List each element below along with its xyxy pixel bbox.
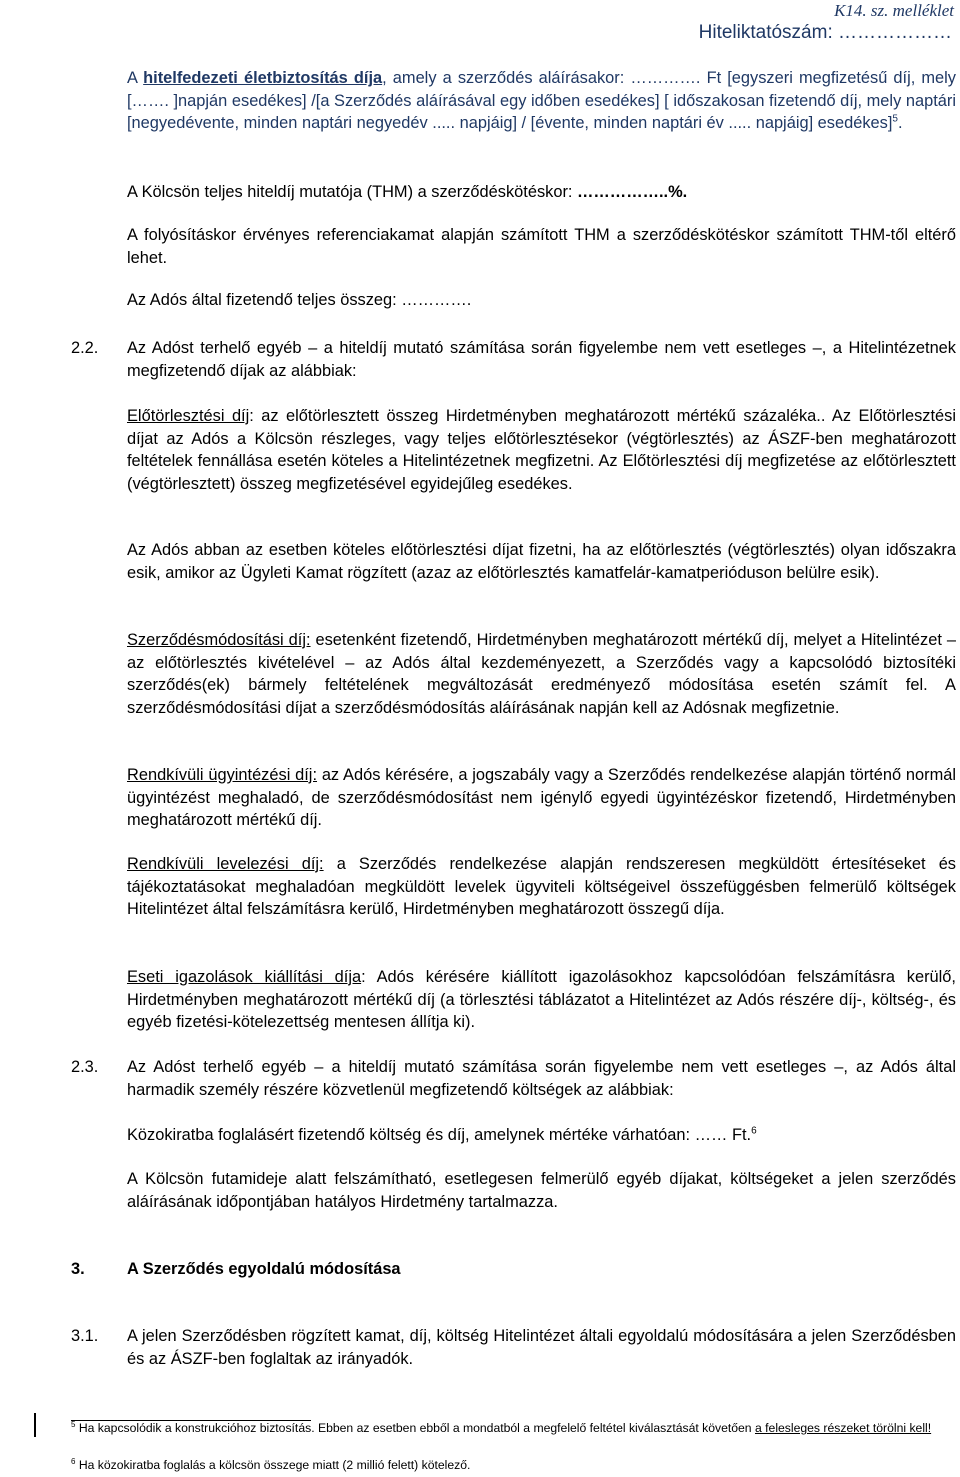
- prepayment-fee-paragraph: Előtörlesztési díj: az előtörlesztett összeg Hirdetményben meghatározott mértékű százaléka.. Az Előtörlesztési díjat az Adós a Kölcsön részleges, vagy teljes előtörlesztésekor (végtörlesztés) az ÁSZF-ben meghatározott feltételek fennállása esetén köteles a Hitelintézetnek megfizetni. Az Előtörlesztési díj megfizetése az előtörlesztett (végtörlesztett) összeg megfizetésével egyidejűleg esedékes.: [127, 407, 956, 493]
- modification-fee-paragraph: Szerződésmódosítási díj: esetenként fizetendő, Hirdetményben meghatározott mértékű díj, melyet a Hitelintézet – az előtörlesztés kivételével – az Adós által kezdeményezett, a Szerződés vagy a kapcsolódó biztosítéki szerződés(ek) bármely feltételének megváltozását eredményező módosítása esetén számít fel. A szerződésmódosítási díjat a szerződésmódosítás aláírásának napján kell az Adósnak megfizetnie.: [127, 631, 956, 717]
- other-costs-paragraph: A Kölcsön futamideje alatt felszámítható, esetlegesen felmerülő egyéb díjakat, költségeket a jelen szerződés aláírásának időpontjában hatályos Hirdetmény tartalmazza.: [127, 1170, 956, 1211]
- footnote-6: $^6$ Ha közokiratba foglalás a kölcsön összege miatt (2 millió felett) kötelező.: [71, 1456, 471, 1472]
- section-3-1-text: A jelen Szerződésben rögzített kamat, díj, költség Hitelintézet általi egyoldalú módosítására a jelen Szerződésben és az ÁSZF-ben foglaltak az irányadók.: [127, 1327, 956, 1368]
- certificate-fee-title: Eseti igazolások kiállítási díja: [127, 968, 362, 986]
- total-amount-line: Az Adós által fizetendő teljes összeg: ………….: [127, 291, 472, 309]
- section-2-2-intro: Az Adóst terhelő egyéb – a hiteldíj mutató számítása során figyelembe nem vett esetleges –, a Hitelintézetnek megfizetendő díjak az alábbiak:: [127, 339, 956, 380]
- annex-label: K14. sz. melléklet: [834, 1, 954, 20]
- section-3-title: A Szerződés egyoldalú módosítása: [127, 1260, 401, 1278]
- thm-note: A folyósításkor érvényes referenciakamat alapján számított THM a szerződéskötéskor számított THM-től eltérő lehet.: [127, 226, 956, 267]
- prepayment-period-paragraph: Az Adós abban az esetben köteles előtörlesztési díjat fizetni, ha az előtörlesztés (végtörlesztés) olyan időszakra esik, amikor az Ügyleti Kamat rögzített (azaz az előtörlesztés kamatfelár-kamatperióduson belülre esik).: [127, 541, 956, 582]
- footnote-ref-5: 5: [892, 113, 898, 125]
- certificate-fee-paragraph: Eseti igazolások kiállítási díja: Adós kérésére kiállított igazolásokhoz kapcsolódóan felszámításra kerülő, Hirdetményben meghatározott mértékű díj (a törlesztési táblázatot a Hitelintézet az Adós részére díj-, költség-, és egyéb fizetési-kötelezettség mentesen állítja ki).: [127, 968, 956, 1031]
- admin-fee-title: Rendkívüli ügyintézési díj:: [127, 766, 318, 784]
- section-2-3-number: 2.3.: [71, 1058, 99, 1076]
- admin-fee-paragraph: Rendkívüli ügyintézési díj: az Adós kérésére, a jogszabály vagy a Szerződés rendelkezése alapján történő normál ügyintézést meghaladó, de szerződésmódosítást nem igénylő egyedi ügyintézéskor fizetendő, Hirdetményben meghatározott mértékű díj.: [127, 766, 956, 829]
- section-2-3-intro: Az Adóst terhelő egyéb – a hiteldíj mutató számítása során figyelembe nem vett esetleges –, az Adós által harmadik személy részére közvetlenül megfizetendő költségek az alábbiak:: [127, 1058, 956, 1099]
- notary-cost-line: Közokiratba foglalásért fizetendő költség és díj, amelynek mértéke várhatóan: …… Ft.$^6$: [127, 1125, 757, 1144]
- mail-fee-paragraph: Rendkívüli levelezési díj: a Szerződés rendelkezése alapján rendszeresen megküldött értesítéseket és tájékoztatásokat meghaladóan megküldött levelek ügyviteli költségeivel összefüggésben felmerülő költségek Hitelintézet által felszámításra kerülő, Hirdetményben meghatározott összegű díja.: [127, 855, 956, 918]
- mail-fee-title: Rendkívüli levelezési díj:: [127, 855, 324, 873]
- section-2-2-number: 2.2.: [71, 339, 99, 357]
- loan-id-field: Hiteliktatószám: ………………: [698, 22, 952, 43]
- prepayment-fee-title: Előtörlesztési díj: [127, 407, 250, 425]
- footnote-5: $^5$ Ha kapcsolódik a konstrukcióhoz biztosítás. Ebben az esetben ebből a mondatból a megfelelő feltétel kiválasztását követően a felesleges részeket törölni kell!: [71, 1419, 932, 1435]
- section-3-number: 3.: [71, 1260, 85, 1278]
- section-3-1-number: 3.1.: [71, 1327, 99, 1345]
- life-insurance-paragraph: A hitelfedezeti életbiztosítás díja, amely a szerződés aláírásakor: …………. Ft [egyszeri megfizetésű díj, mely [……. ]napján esedékes] /[a Szerződés aláírásával egy időben esedékes] [ időszakosan fizetendő díj, mely naptári [negyedévente, minden naptári negyedév ..... napjáig] / [évente, minden naptári év ..... napjáig] esedékes]$^5$.: [127, 69, 956, 132]
- footnote-ref-6: 6: [751, 1125, 757, 1137]
- thm-value: ……………..%.: [577, 183, 688, 201]
- thm-line: A Kölcsön teljes hiteldíj mutatója (THM) a szerződéskötéskor: ……………..%.: [127, 183, 688, 201]
- modification-fee-title: Szerződésmódosítási díj:: [127, 631, 311, 649]
- revision-margin-bar: [34, 1413, 36, 1437]
- life-insurance-term: hitelfedezeti életbiztosítás díja: [143, 69, 383, 87]
